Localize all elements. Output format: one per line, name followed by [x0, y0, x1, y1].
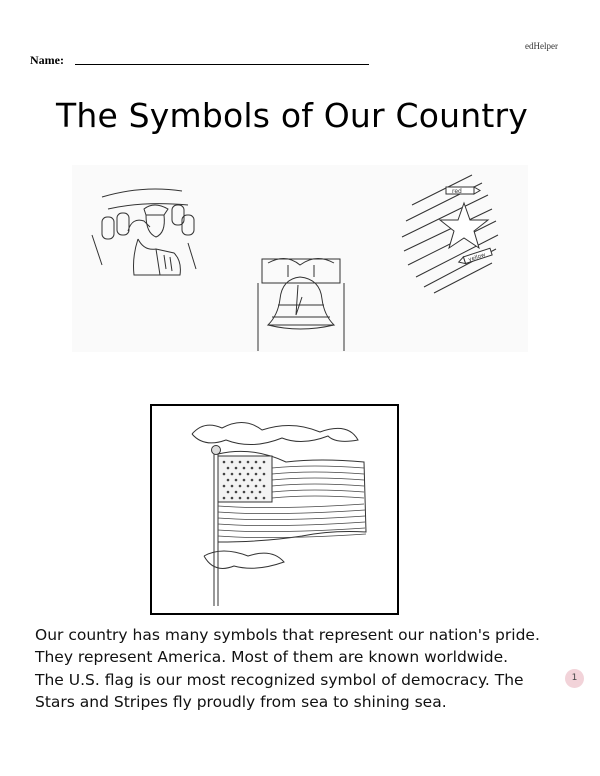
crayon-label-yellow: yellow: [467, 252, 487, 264]
name-line: [75, 64, 369, 65]
paragraph-line: The U.S. flag is our most recognized symbol of democracy. The: [35, 670, 524, 689]
page-title: The Symbols of Our Country: [55, 96, 529, 135]
page-number-badge: 1: [565, 669, 584, 688]
crayon-label-red: red: [452, 188, 462, 195]
paragraph-line: Stars and Stripes fly proudly from sea to shining sea.: [35, 693, 447, 712]
paragraph-line: Our country has many symbols that represent our nation's pride.: [35, 626, 540, 644]
paragraph-line: They represent America. Most of them are known worldwide.: [35, 648, 509, 667]
liberty-bell-icon: [258, 258, 344, 351]
flag-image-frame: [150, 404, 399, 615]
symbols-svg: [72, 165, 528, 352]
soldier-saluting-icon: [92, 189, 196, 275]
name-label: Name:: [30, 53, 64, 67]
star-with-crayons-icon: [402, 175, 498, 293]
american-flag-icon: [152, 406, 397, 613]
symbols-illustration: [72, 165, 528, 352]
intro-paragraph: [35, 624, 575, 714]
brand-label: edHelper: [525, 41, 558, 51]
